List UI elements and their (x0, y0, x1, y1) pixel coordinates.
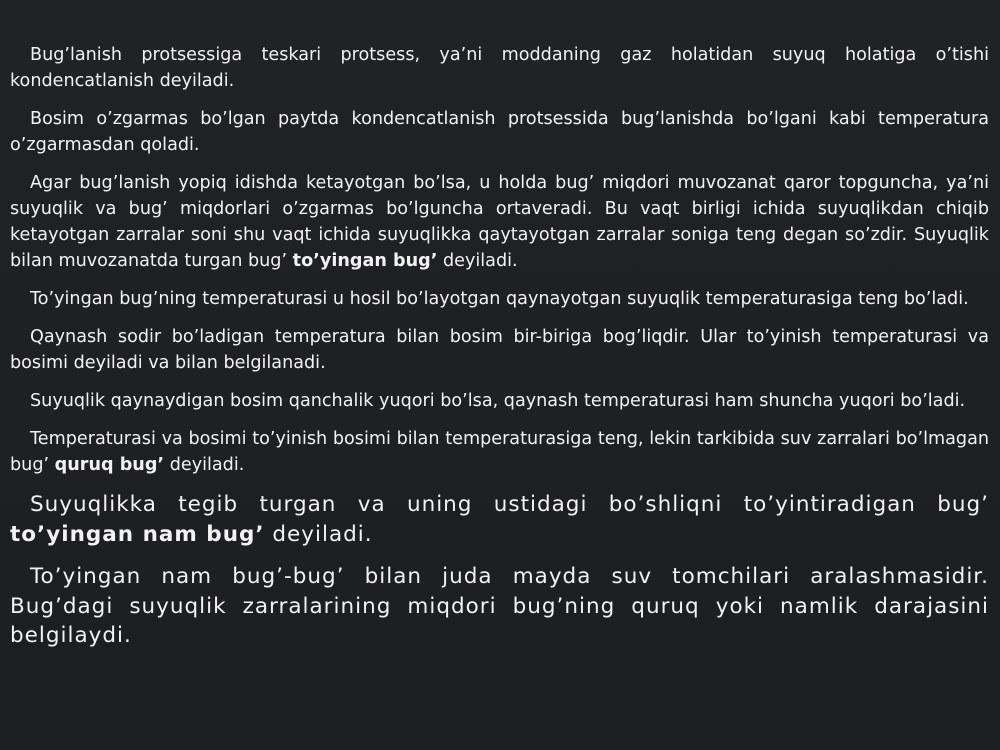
paragraph-text: Bug’lanish protsessiga teskari protsess, ya’ni moddaning gaz holatidan suyuq holatiga o’tishi kondencatlanish deyiladi. (10, 45, 989, 91)
paragraph-text: Suyuqlik qaynaydigan bosim qanchalik yuqori bo’lsa, qaynash temperaturasi ham shuncha yuqori bo’ladi. (30, 391, 966, 411)
paragraph-wet-vapor-mixture (10, 562, 989, 651)
paragraph-boiling-temperature-pressure (10, 324, 989, 376)
paragraph-text: To’yingan bug’ning temperaturasi u hosil bo’layotgan qaynayotgan suyuqlik temperaturasiga teng bo’ladi. (30, 289, 969, 309)
paragraph-saturated-wet-vapor (10, 490, 989, 549)
paragraph-text: Agar bug’lanish yopiq idishda ketayotgan bo’lsa, u holda bug’ miqdori muvozanat qaror topguncha, ya’ni suyuqlik va bug’ miqdorlari o’zgarmas bo’lguncha ortaveradi. Bu vaqt birligi ichida suyuqlikdan chiqib ketayotgan zarralar soni shu vaqt ichida suyuqlikka qaytayotgan zarralar soniga teng degan so’zdir. Suyuqlik bilan muvozanatda turgan bug’ (10, 173, 989, 271)
paragraph-text: Qaynash sodir bo’ladigan temperatura bilan bosim bir-biriga bog’liqdir. Ular to’yinish temperaturasi va bosimi deyiladi va bilan belgilanadi. (10, 327, 989, 373)
paragraph-saturated-vapor-temperature (10, 286, 989, 312)
term-saturated-wet-vapor: to’yingan nam bug’ (10, 521, 265, 547)
paragraph-text: deyiladi. (264, 521, 373, 547)
term-dry-vapor: quruq bug’ (54, 455, 165, 475)
paragraph-dry-vapor (10, 426, 989, 478)
paragraph-closed-vessel-equilibrium (10, 170, 989, 274)
paragraph-text: deyiladi. (437, 251, 518, 271)
paragraph-boiling-pressure-relation (10, 388, 989, 414)
paragraph-text: Suyuqlikka tegib turgan va uning ustidagi bo’shliqni to’yintiradigan bug’ (30, 492, 989, 517)
paragraph-text: deyiladi. (164, 455, 245, 475)
slide-content (10, 42, 989, 664)
paragraph-condensation-definition (10, 42, 989, 94)
paragraph-constant-pressure (10, 106, 989, 158)
term-saturated-vapor: to’yingan bug’ (292, 251, 438, 271)
paragraph-text: Bosim o’zgarmas bo’lgan paytda kondencatlanish protsessida bug’lanishda bo’lgani kabi temperatura o’zgarmasdan qoladi. (10, 109, 989, 155)
paragraph-text: Temperaturasi va bosimi to’yinish bosimi bilan temperaturasiga teng, lekin tarkibida suv zarralari bo’lmagan bug’ (10, 429, 989, 475)
paragraph-text: To’yingan nam bug’-bug’ bilan juda mayda suv tomchilari aralashmasidir. Bug’dagi suyuqlik zarralarining miqdori bug’ning quruq yoki namlik darajasini belgilaydi. (10, 564, 989, 648)
